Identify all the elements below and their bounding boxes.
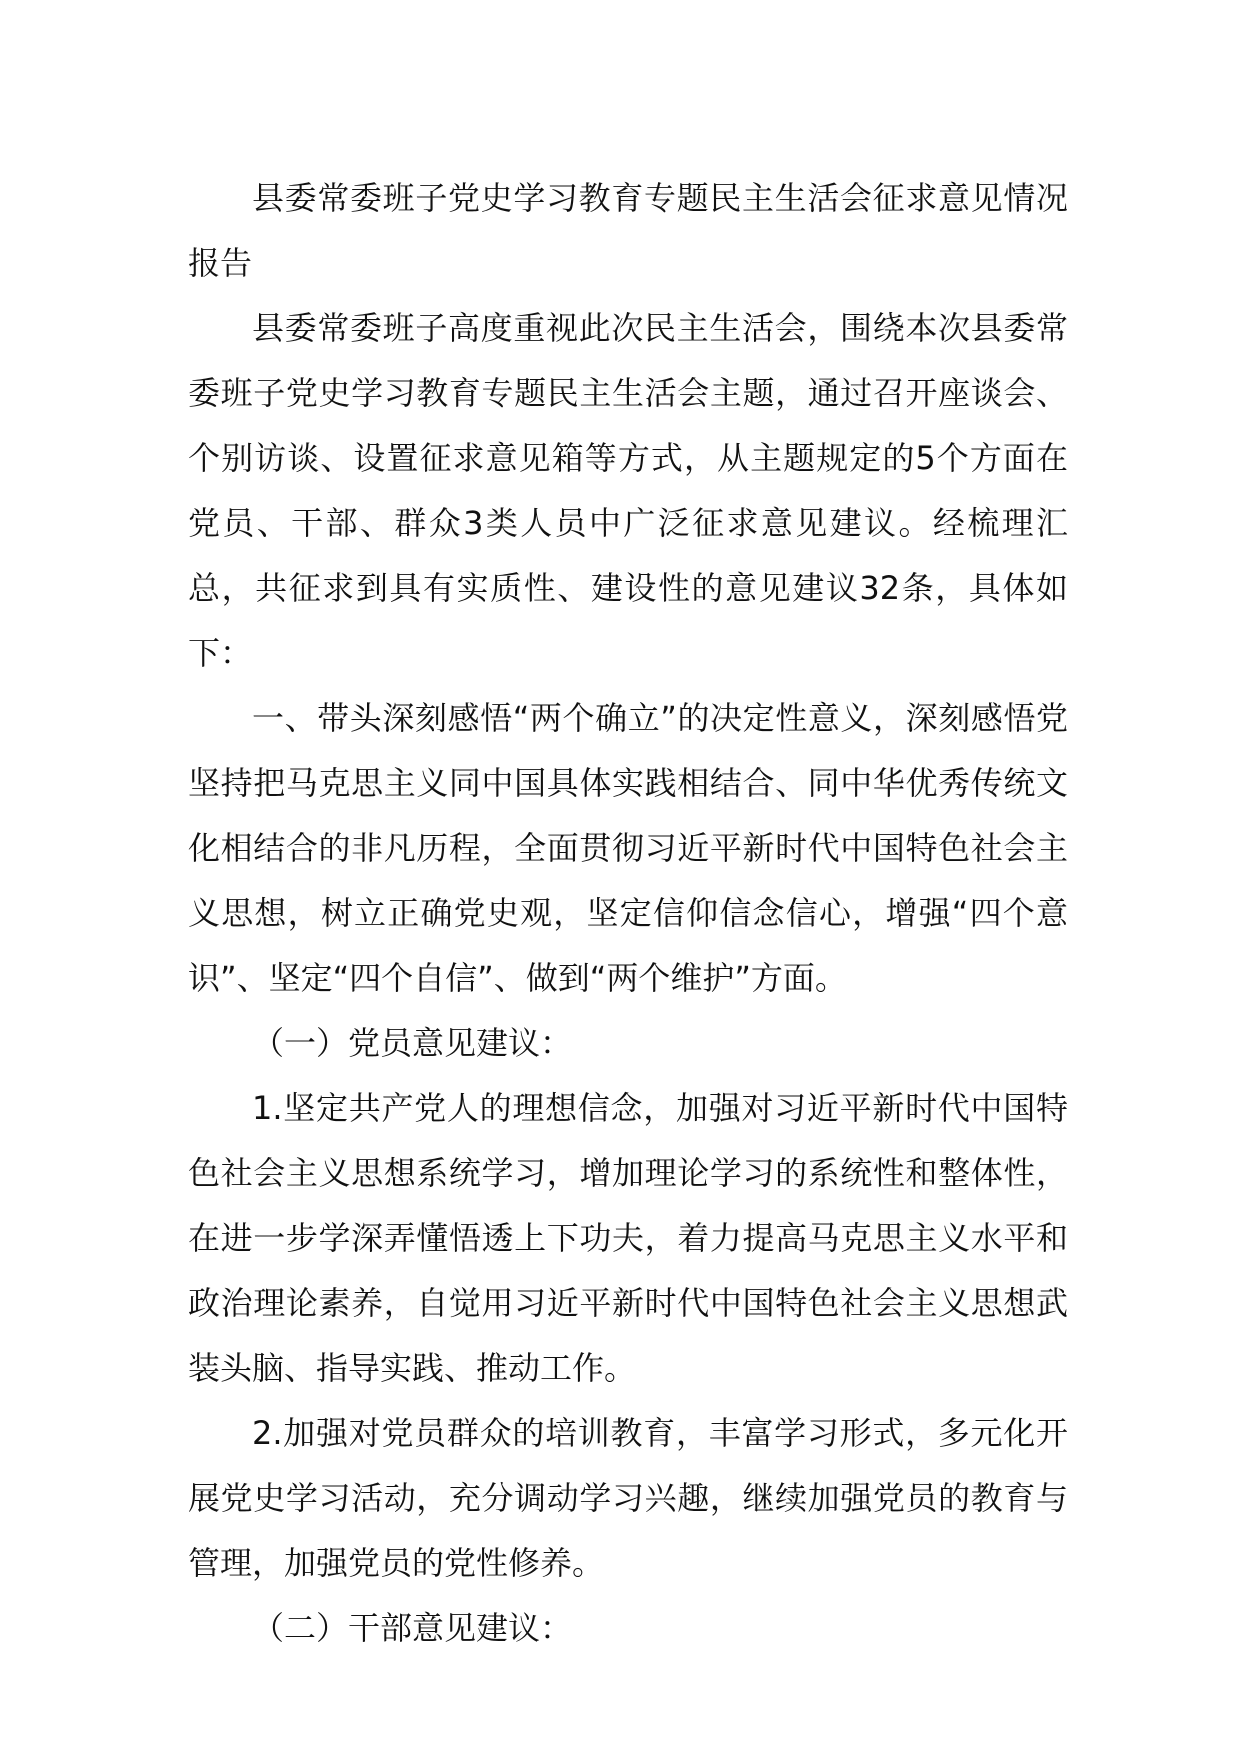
list-item-2: 2.加强对党员群众的培训教育，丰富学习形式，多元化开展党史学习活动，充分调动学习兴趣，继续加强党员的教育与管理，加强党员的党性修养。 xyxy=(188,1414,1068,1582)
subsection-heading-cadres: （二）干部意见建议： xyxy=(252,1609,573,1647)
subsection-heading-party-members: （一）党员意见建议： xyxy=(252,1024,573,1062)
list-item-1: 1.坚定共产党人的理想信念，加强对习近平新时代中国特色社会主义思想系统学习，增加理论学习的系统性和整体性，在进一步学深弄懂悟透上下功夫，着力提高马克思主义水平和政治理论素养，自觉用习近平新时代中国特色社会主义思想武装头脑、指导实践、推动工作。 xyxy=(188,1089,1068,1387)
section-heading-1: 一、带头深刻感悟“两个确立”的决定性意义，深刻感悟党坚持把马克思主义同中国具体实践相结合、同中华优秀传统文化相结合的非凡历程，全面贯彻习近平新时代中国特色社会主义思想，树立正确党史观，坚定信仰信念信心，增强“四个意识”、坚定“四个自信”、做到“两个维护”方面。 xyxy=(188,699,1068,997)
intro-paragraph: 县委常委班子高度重视此次民主生活会，围绕本次县委常委班子党史学习教育专题民主生活会主题，通过召开座谈会、个别访谈、设置征求意见箱等方式，从主题规定的5个方面在党员、干部、群众3类人员中广泛征求意见建议。经梳理汇总，共征求到具有实质性、建设性的意见建议32条，具体如下： xyxy=(188,309,1068,672)
document-title: 县委常委班子党史学习教育专题民主生活会征求意见情况报告 xyxy=(188,179,1068,282)
document-body xyxy=(188,166,1068,1661)
